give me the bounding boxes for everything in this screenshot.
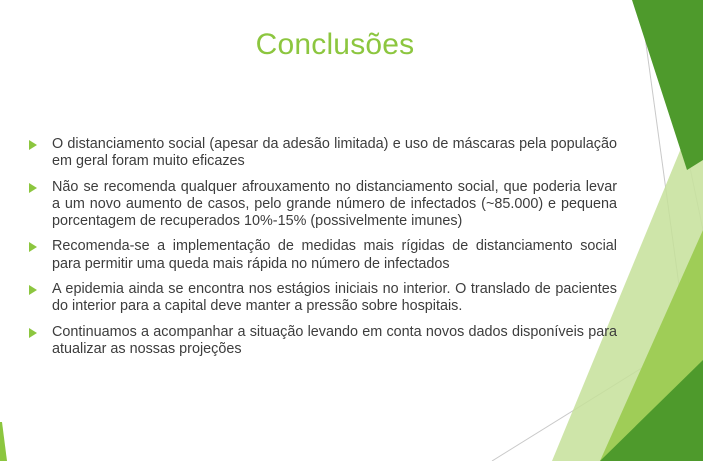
triangle-right-icon [29,140,37,150]
decor-dark-green-top-shape [632,0,703,170]
bullet-list [29,136,617,366]
bullet-text: A epidemia ainda se encontra nos estágios iniciais no interior. O translado de pacientes do interior para a capital deve manter a pressão sobre hospitais. [52,281,617,315]
triangle-right-icon [29,285,37,295]
triangle-right-icon [29,328,37,338]
bullet-text: Não se recomenda qualquer afrouxamento no distanciamento social, que poderia levar a um novo aumento de casos, pelo grande número de infectados (~85.000) e pequena porcentagem de recuperados 10%-15% (possivelmente imunes) [52,178,617,230]
bullet-text: Recomenda-se a implementação de medidas mais rígidas de distanciamento social para permitir uma queda mais rápida no número de infectados [52,238,617,272]
bullet-text: O distanciamento social (apesar da adesão limitada) e uso de máscaras pela população em geral foram muito eficazes [52,136,617,170]
bullet-item [29,136,617,171]
decor-left-sliver [0,422,7,461]
bullet-item [29,179,617,231]
bullet-item [29,324,617,359]
triangle-right-icon [29,183,37,193]
triangle-right-icon [29,242,37,252]
bullet-item [29,281,617,316]
slide-title: Conclusões [255,28,415,61]
bullet-text: Continuamos a acompanhar a situação levando em conta novos dados disponíveis para atualizar as nossas projeções [52,323,617,357]
bullet-item [29,238,617,273]
